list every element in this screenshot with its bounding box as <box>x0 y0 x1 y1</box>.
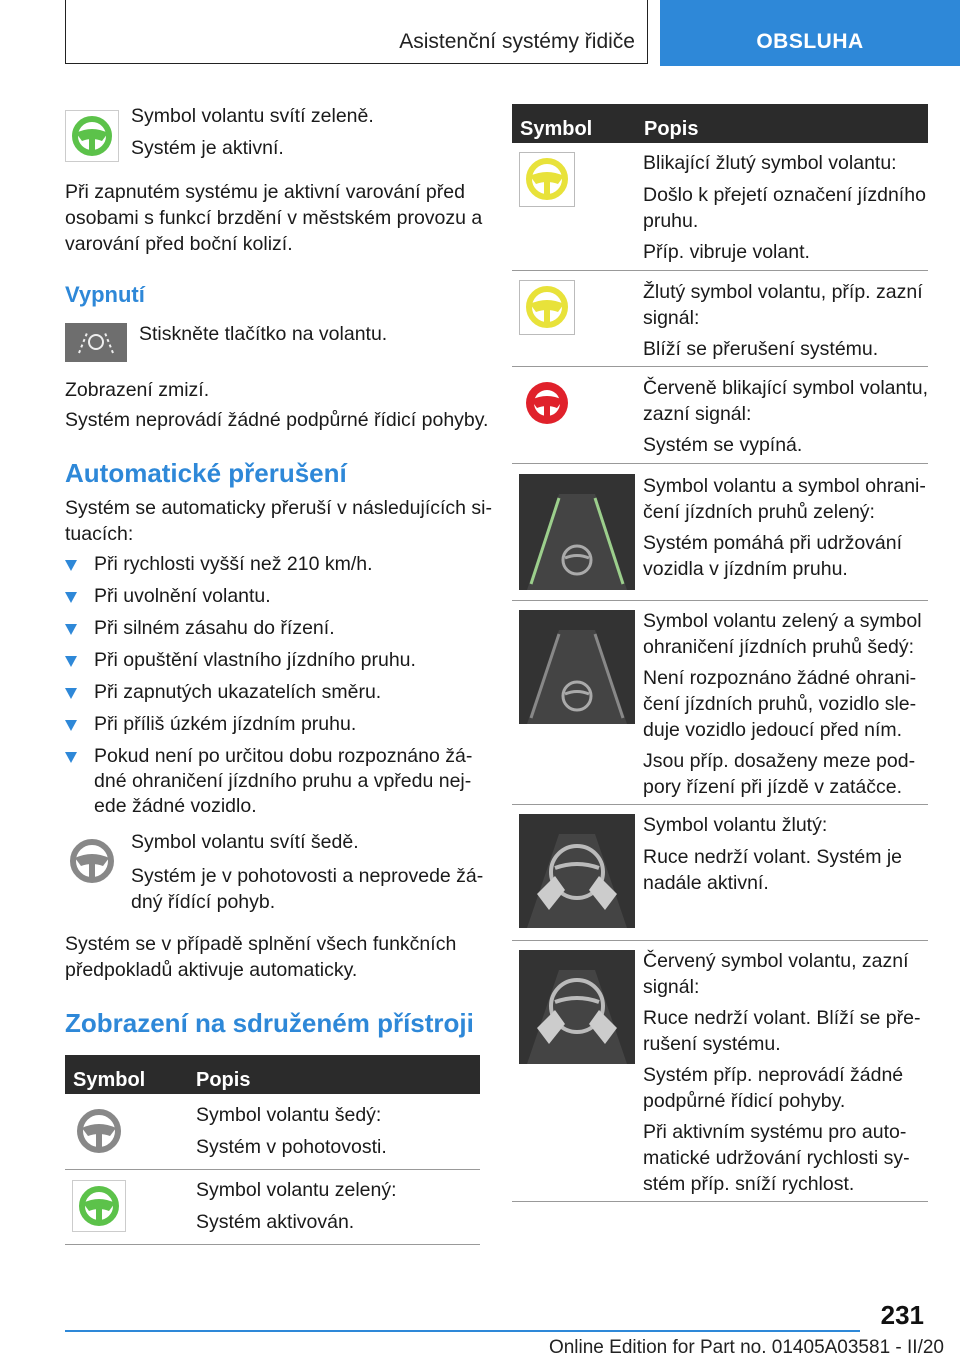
row-desc-line: pory řízení při jízdě v zatáčce. <box>643 776 903 798</box>
intro-symbol-text-2: Systém je aktivní. <box>131 137 284 159</box>
row-divider <box>512 270 928 271</box>
col-header-symbol: Symbol <box>73 1069 146 1091</box>
row-desc-line: pruhu. <box>643 210 699 232</box>
row-desc-line: Symbol volantu zelený a symbol <box>643 610 922 632</box>
footer-divider <box>65 1330 860 1332</box>
steering-wheel-yellow-icon <box>519 280 575 335</box>
row-desc-line: Blíží se přerušení systému. <box>643 338 879 360</box>
auto-para-line: Systém se automaticky přeruší v následujících si- <box>65 497 492 519</box>
intro-para-line: Při zapnutém systému je aktivní varování před <box>65 181 465 203</box>
vypnuti-para-2: Systém neprovádí žádné podpůrné řídicí pohyby. <box>65 409 489 431</box>
bullet-triangle-icon <box>65 560 77 571</box>
row-desc-line: čení jízdních pruhů zelený: <box>643 501 875 523</box>
vypnuti-para-1: Zobrazení zmizí. <box>65 379 210 401</box>
row-desc-line: Není rozpoznáno žádné ohrani- <box>643 667 917 689</box>
row-desc-line: Blikající žlutý symbol volantu: <box>643 152 897 174</box>
grey-symbol-text-line: Systém je v pohotovosti a neprovede žá- <box>131 865 484 887</box>
intro-para-line: varování před boční kolizí. <box>65 233 293 255</box>
footer-edition[interactable]: Online Edition for Part no. 01405A03581 - II/20 <box>548 1337 944 1358</box>
col-header-description: Popis <box>644 118 699 140</box>
page-number: 231 <box>880 1300 924 1330</box>
row-desc-line: Systém aktivován. <box>196 1211 355 1233</box>
row-desc-line: ohraničení jízdních pruhů šedý: <box>643 636 915 658</box>
row-desc-line: Červeně blikající symbol volantu, <box>643 377 929 399</box>
list-item: Při rychlosti vyšší než 210 km/h. <box>65 552 373 577</box>
row-desc-line: nadále aktivní. <box>643 872 769 894</box>
row-desc-line: Symbol volantu šedý: <box>196 1104 382 1126</box>
hands-on-wheel-yellow-icon <box>519 814 635 928</box>
row-desc-line: Systém příp. neprovádí žádné <box>643 1064 904 1086</box>
list-item: Pokud není po určitou dobu rozpoznáno žá- dné ohraničení jízdního pruhu a vpředu nej- ede žádné vozidlo. <box>65 744 472 819</box>
bullet-triangle-icon <box>65 752 77 763</box>
row-desc-line: signál: <box>643 976 700 998</box>
lane-display-grey-icon <box>519 610 635 724</box>
row-desc-line: Systém pomáhá při udržování <box>643 532 903 554</box>
chapter-title: Asistenční systémy řidiče <box>399 30 635 53</box>
row-desc-line: Jsou příp. dosaženy meze pod- <box>643 750 916 772</box>
vypnuti-heading: Vypnutí <box>65 282 145 307</box>
steering-button-icon <box>65 323 127 362</box>
auto-heading: Automatické přerušení <box>65 458 347 488</box>
steering-wheel-green-icon <box>72 1180 126 1232</box>
row-desc-line: Příp. vibruje volant. <box>643 241 810 263</box>
auto-activate-line: Systém se v případě splnění všech funkčních <box>65 933 457 955</box>
grey-symbol-text-1: Symbol volantu svítí šedě. <box>131 831 359 853</box>
left-table-header <box>65 1055 480 1094</box>
row-desc-line: duje vozidlo jedoucí před ním. <box>643 719 903 741</box>
row-desc-line: matické udržování rychlosti sy- <box>643 1147 910 1169</box>
col-header-symbol: Symbol <box>520 118 593 140</box>
row-divider <box>512 804 928 805</box>
section-tab[interactable] <box>660 0 960 66</box>
intro-para-line: osobami s funkcí brzdění v městském provozu a <box>65 207 483 229</box>
lane-display-green-icon <box>519 474 635 590</box>
row-desc-line: zazní signál: <box>643 403 752 425</box>
steering-wheel-grey-icon <box>65 834 119 888</box>
row-desc-line: podpůrné řídicí pohyby. <box>643 1090 846 1112</box>
row-desc-line: rušení systému. <box>643 1033 781 1055</box>
steering-wheel-red-icon <box>519 376 575 431</box>
row-divider <box>512 600 928 601</box>
row-divider <box>65 1169 480 1170</box>
steering-wheel-green-icon <box>65 110 119 162</box>
auto-activate-line: předpokladů aktivuje automaticky. <box>65 959 358 981</box>
row-desc-line: signál: <box>643 307 700 329</box>
col-header-description: Popis <box>196 1069 251 1091</box>
row-desc-line: Ruce nedrží volant. Systém je <box>643 846 903 868</box>
right-table-header <box>512 104 928 143</box>
row-desc-line: Došlo k přejetí označení jízdního <box>643 184 926 206</box>
row-desc-line: čení jízdních pruhů, vozidlo sle- <box>643 693 917 715</box>
auto-para-line: tuacích: <box>65 523 134 545</box>
row-desc-line: vozidla v jízdním pruhu. <box>643 558 848 580</box>
row-desc-line: Symbol volantu a symbol ohrani- <box>643 475 926 497</box>
grey-symbol-text-line: dný řídící pohyb. <box>131 891 276 913</box>
row-desc-line: Ruce nedrží volant. Blíží se pře- <box>643 1007 921 1029</box>
row-divider <box>65 1244 480 1245</box>
bullet-triangle-icon <box>65 688 77 699</box>
row-divider <box>512 366 928 367</box>
vypnuti-text: Stiskněte tlačítko na volantu. <box>139 323 388 345</box>
list-item: Při silném zásahu do řízení. <box>65 616 335 641</box>
display-heading: Zobrazení na sdruženém přístroji <box>65 1008 474 1038</box>
row-divider <box>512 463 928 464</box>
intro-symbol-text-1: Symbol volantu svítí zeleně. <box>131 105 374 127</box>
steering-wheel-yellow-blinking-icon <box>519 152 575 207</box>
list-item: Při opuštění vlastního jízdního pruhu. <box>65 648 416 673</box>
row-desc-line: Žlutý symbol volantu, příp. zazní <box>643 281 923 303</box>
section-tab-label: OBSLUHA <box>756 30 864 53</box>
bullet-triangle-icon <box>65 624 77 635</box>
row-desc-line: Systém v pohotovosti. <box>196 1136 387 1158</box>
steering-wheel-grey-icon <box>72 1105 126 1157</box>
bullet-triangle-icon <box>65 656 77 667</box>
hands-on-wheel-red-icon <box>519 950 635 1064</box>
list-item: Při zapnutých ukazatelích směru. <box>65 680 381 705</box>
row-desc-line: Symbol volantu zelený: <box>196 1179 397 1201</box>
row-desc-line: stém příp. sníží rychlost. <box>643 1173 855 1195</box>
bullet-triangle-icon <box>65 592 77 603</box>
list-item: Při příliš úzkém jízdním pruhu. <box>65 712 356 737</box>
bullet-triangle-icon <box>65 720 77 731</box>
list-item: Při uvolnění volantu. <box>65 584 271 609</box>
row-desc-line: Symbol volantu žlutý: <box>643 814 828 836</box>
row-desc-line: Při aktivním systému pro auto- <box>643 1121 907 1143</box>
row-desc-line: Systém se vypíná. <box>643 434 803 456</box>
header-frame <box>65 0 648 64</box>
row-divider <box>512 1201 928 1202</box>
row-divider <box>512 940 928 941</box>
row-desc-line: Červený symbol volantu, zazní <box>643 950 909 972</box>
